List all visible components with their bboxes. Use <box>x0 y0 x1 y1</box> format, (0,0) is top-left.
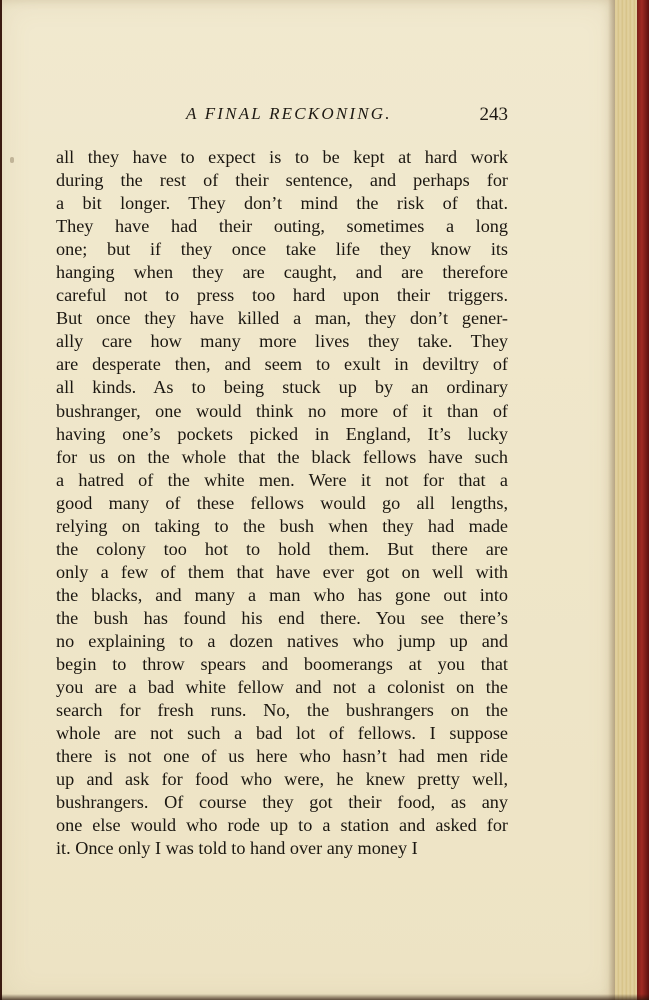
text-line: bushrangers. Of course they got their food, as any <box>56 792 508 813</box>
text-line: the colony too hot to hold them. But there are <box>56 538 508 559</box>
book-cover-edge <box>637 0 649 1000</box>
text-line: a hatred of the white men. Were it not for that a <box>56 469 508 490</box>
body-text <box>56 146 508 860</box>
text-line: hanging when they are caught, and are therefore <box>56 262 508 283</box>
text-line: for us on the whole that the black fellows have such <box>56 446 508 467</box>
text-line: one; but if they once take life they know its <box>56 239 508 260</box>
text-line: whole are not such a bad lot of fellows. I suppose <box>56 723 508 744</box>
text-line: only a few of them that have ever got on well with <box>56 561 508 582</box>
text-line: all they have to expect is to be kept at hard work <box>56 147 508 167</box>
text-line: having one’s pockets picked in England, It’s lucky <box>56 423 508 444</box>
bottom-shadow <box>0 994 649 1000</box>
text-line: bushranger, one would think no more of it than of <box>56 400 508 421</box>
text-line: begin to throw spears and boomerangs at you that <box>56 654 508 675</box>
text-line: up and ask for food who were, he knew pretty well, <box>56 769 508 790</box>
page-number: 243 <box>479 104 508 125</box>
text-line: They have had their outing, sometimes a long <box>56 216 508 237</box>
running-title: A FINAL RECKONING. <box>186 104 392 123</box>
text-line: careful not to press too hard upon their triggers. <box>56 285 508 306</box>
text-line: ally care how many more lives they take. They <box>56 331 508 352</box>
text-line: are desperate then, and seem to exult in deviltry of <box>56 354 508 375</box>
running-head <box>56 102 508 130</box>
text-line: a bit longer. They don’t mind the risk of that. <box>56 193 508 214</box>
text-line: no explaining to a dozen natives who jump up and <box>56 630 508 651</box>
paper-speck <box>10 157 14 163</box>
text-line: the bush has found his end there. You see there’s <box>56 607 508 628</box>
text-line: it. Once only I was told to hand over any money I <box>56 838 418 859</box>
text-line: during the rest of their sentence, and perhaps for <box>56 170 508 191</box>
text-line: relying on taking to the bush when they had made <box>56 515 508 536</box>
text-line: But once they have killed a man, they don’t gener- <box>56 308 508 329</box>
text-line: search for fresh runs. No, the bushrangers on the <box>56 700 508 721</box>
text-line: there is not one of us here who hasn’t had men ride <box>56 746 508 767</box>
text-line: good many of these fellows would go all lengths, <box>56 492 508 513</box>
page-paper <box>2 0 616 1000</box>
text-line: the blacks, and many a man who has gone out into <box>56 584 508 605</box>
text-line: all kinds. As to being stuck up by an ordinary <box>56 377 508 398</box>
text-line: you are a bad white fellow and not a colonist on the <box>56 677 508 698</box>
text-line: one else would who rode up to a station and asked for <box>56 815 508 836</box>
